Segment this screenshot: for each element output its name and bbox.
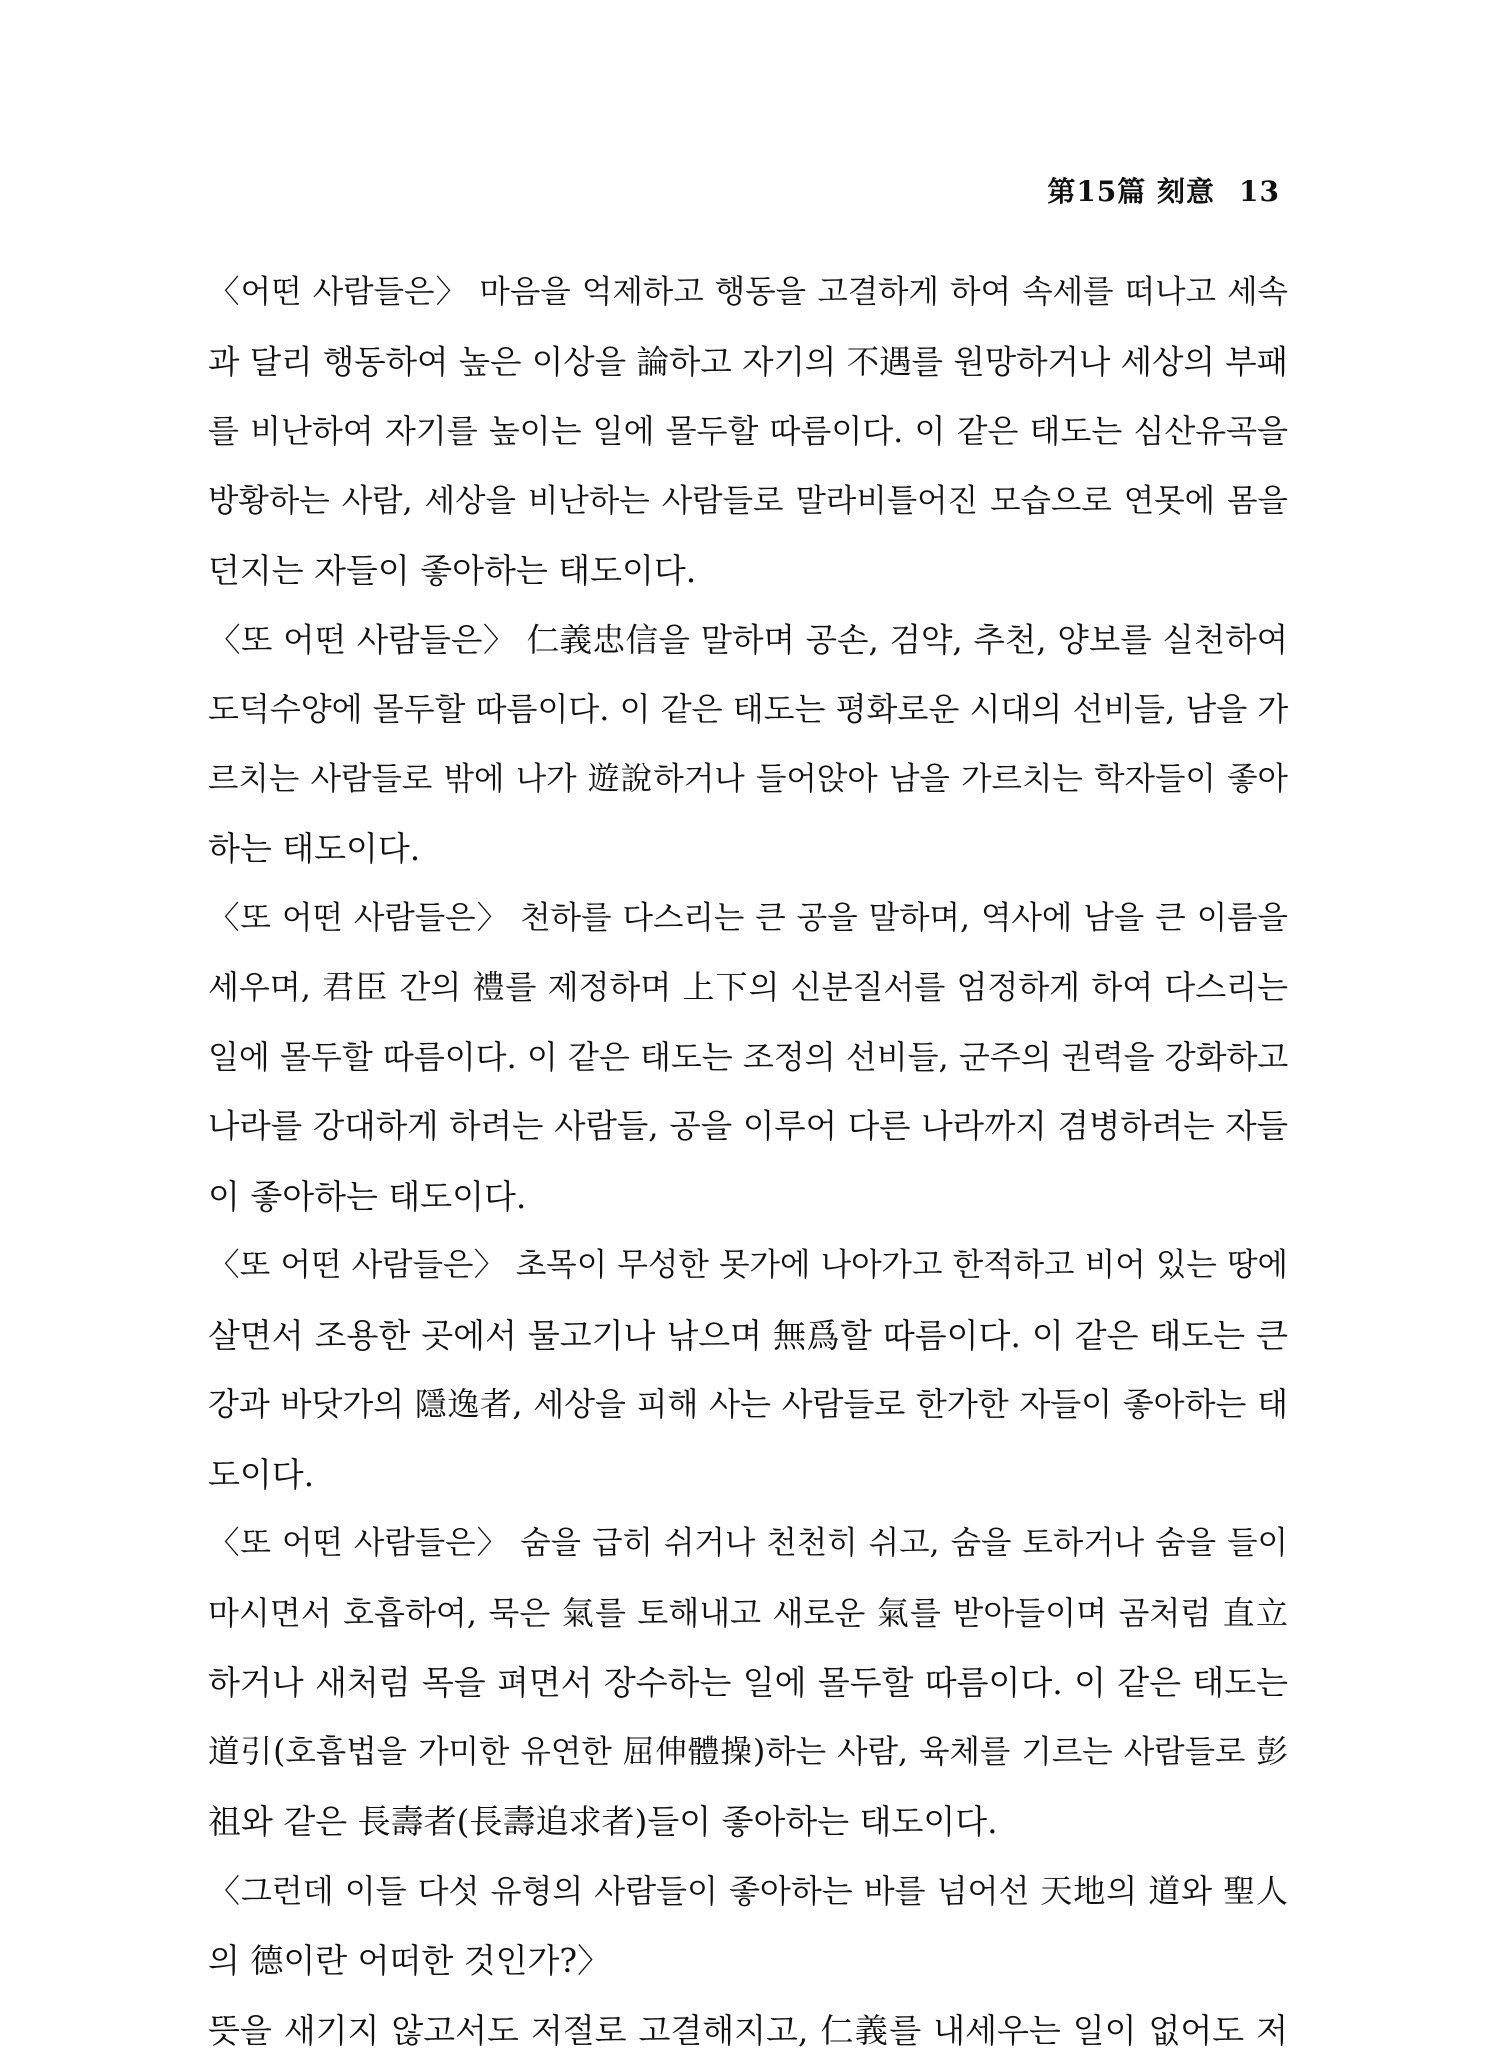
text-line: 세우며, 君臣 간의 禮를 제정하며 上下의 신분질서를 엄정하게 하여 다스리는 xyxy=(208,953,1288,1023)
text-line: 하는 태도이다. xyxy=(208,814,1288,884)
text-line: 〈또 어떤 사람들은〉 숨을 급히 쉬거나 천천히 쉬고, 숨을 토하거나 숨을 들이 xyxy=(208,1509,1288,1579)
text-line: 도이다. xyxy=(208,1440,1288,1510)
text-line: 과 달리 행동하여 높은 이상을 論하고 자기의 不遇를 원망하거나 세상의 부패 xyxy=(208,328,1288,398)
text-line: 하거나 새처럼 목을 펴면서 장수하는 일에 몰두할 따름이다. 이 같은 태도는 xyxy=(208,1648,1288,1718)
body-text xyxy=(208,258,1288,2065)
text-line: 祖와 같은 長壽者(長壽追求者)들이 좋아하는 태도이다. xyxy=(208,1787,1288,1857)
text-line: 도덕수양에 몰두할 따름이다. 이 같은 태도는 평화로운 시대의 선비들, 남을 가 xyxy=(208,675,1288,745)
text-line: 마시면서 호흡하여, 묵은 氣를 토해내고 새로운 氣를 받아들이며 곰처럼 直立 xyxy=(208,1579,1288,1649)
text-line: 道引(호흡법을 가미한 유연한 屈伸體操)하는 사람, 육체를 기르는 사람들로 彭 xyxy=(208,1718,1288,1788)
text-line: 르치는 사람들로 밖에 나가 遊說하거나 들어앉아 남을 가르치는 학자들이 좋아 xyxy=(208,745,1288,815)
text-line: 〈어떤 사람들은〉 마음을 억제하고 행동을 고결하게 하여 속세를 떠나고 세속 xyxy=(208,258,1288,328)
text-line: 이 좋아하는 태도이다. xyxy=(208,1162,1288,1232)
text-line: 살면서 조용한 곳에서 물고기나 낚으며 無爲할 따름이다. 이 같은 태도는 큰 xyxy=(208,1301,1288,1371)
text-line: 방황하는 사람, 세상을 비난하는 사람들로 말라비틀어진 모습으로 연못에 몸을 xyxy=(208,467,1288,537)
chapter-title: 第15篇 刻意 xyxy=(1047,175,1215,208)
text-line: 〈또 어떤 사람들은〉 仁義忠信을 말하며 공손, 검약, 추천, 양보를 실천하여 xyxy=(208,606,1288,676)
text-line: 의 德이란 어떠한 것인가?〉 xyxy=(208,1926,1288,1996)
text-line: 나라를 강대하게 하려는 사람들, 공을 이루어 다른 나라까지 겸병하려는 자들 xyxy=(208,1092,1288,1162)
text-line: 〈또 어떤 사람들은〉 천하를 다스리는 큰 공을 말하며, 역사에 남을 큰 이름을 xyxy=(208,884,1288,954)
text-line: 〈그런데 이들 다섯 유형의 사람들이 좋아하는 바를 넘어선 天地의 道와 聖人 xyxy=(208,1857,1288,1927)
text-line: 를 비난하여 자기를 높이는 일에 몰두할 따름이다. 이 같은 태도는 심산유곡을 xyxy=(208,397,1288,467)
text-line: 〈또 어떤 사람들은〉 초목이 무성한 못가에 나아가고 한적하고 비어 있는 땅에 xyxy=(208,1231,1288,1301)
running-header xyxy=(1047,170,1280,210)
text-line: 뜻을 새기지 않고서도 저절로 고결해지고, 仁義를 내세우는 일이 없어도 저 xyxy=(208,1996,1288,2065)
text-line: 던지는 자들이 좋아하는 태도이다. xyxy=(208,536,1288,606)
text-line: 강과 바닷가의 隱逸者, 세상을 피해 사는 사람들로 한가한 자들이 좋아하는 태 xyxy=(208,1370,1288,1440)
text-line: 일에 몰두할 따름이다. 이 같은 태도는 조정의 선비들, 군주의 권력을 강화하고 xyxy=(208,1023,1288,1093)
page-number: 13 xyxy=(1239,175,1280,208)
